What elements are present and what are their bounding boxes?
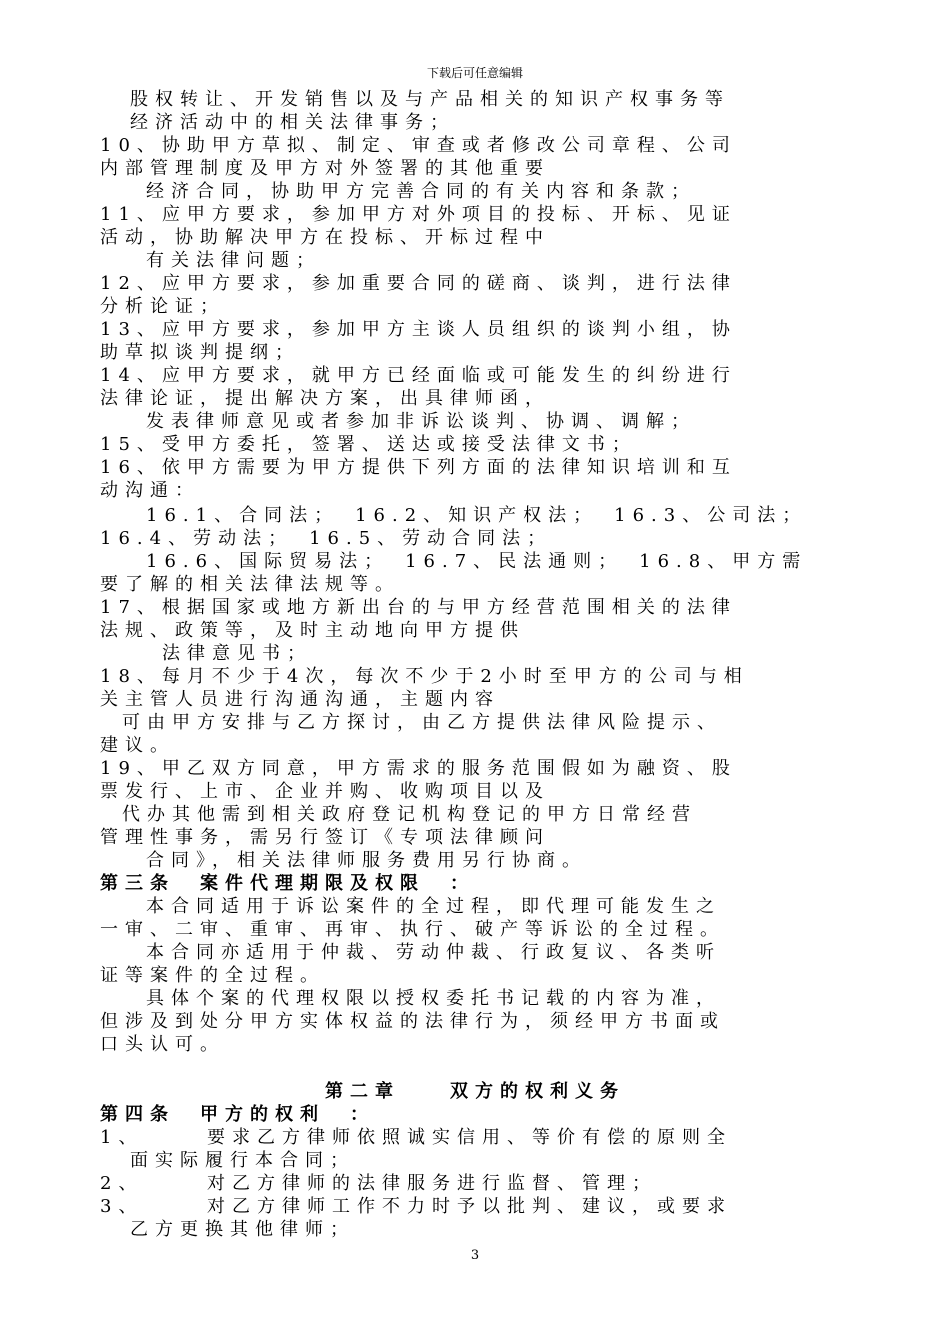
text-line: 证等案件的全过程。 (100, 965, 325, 986)
article-heading: 第三条 案件代理期限及权限 ： (100, 873, 475, 894)
text-line: 10、协助甲方草拟、制定、审查或者修改公司章程、公司 (100, 135, 737, 156)
page-number: 3 (470, 1248, 480, 1263)
list-text: 对乙方律师的法律服务进行监督、管理； (207, 1173, 657, 1194)
list-text: 要求乙方律师依照诚实信用、等价有偿的原则全 (207, 1127, 732, 1148)
text-line: 12、应甲方要求，参加重要合同的磋商、谈判，进行法律 (100, 273, 737, 294)
text-line: 助草拟谈判提纲； (100, 342, 300, 363)
text-line: 16、依甲方需要为甲方提供下列方面的法律知识培训和互 (100, 457, 737, 478)
text-line: 活动，协助解决甲方在投标、开标过程中 (100, 227, 550, 248)
text-line: 法律论证，提出解决方案，出具律师函， (100, 388, 550, 409)
text-line: 16.1、合同法； 16.2、知识产权法； 16.3、公司法； (146, 505, 808, 526)
chapter-heading: 第二章 双方的权利义务 (325, 1081, 625, 1102)
text-line: 发表律师意见或者参加非诉讼谈判、协调、调解； (146, 411, 696, 432)
text-line: 19、甲乙双方同意，甲方需求的服务范围假如为融资、股 (100, 758, 737, 779)
page-header: 下载后可任意编辑 (426, 66, 523, 80)
text-line: 可由甲方安排与乙方探讨，由乙方提供法律风险提示、 (122, 712, 722, 733)
text-line: 合同》，相关法律师服务费用另行协商。 (146, 850, 587, 871)
text-line: 本合同适用于诉讼案件的全过程，即代理可能发生之 (146, 896, 721, 917)
text-line: 16.6、国际贸易法； 16.7、民法通则； 16.8、甲方需 (146, 551, 808, 572)
text-line: 本合同亦适用于仲裁、劳动仲裁、行政复议、各类听 (146, 942, 721, 963)
list-number: 3、 (100, 1196, 144, 1217)
text-line: 经济活动中的相关法律事务； (130, 112, 455, 133)
text-line: 管理性事务，需另行签订《专项法律顾问 (100, 827, 550, 848)
text-line: 股权转让、开发销售以及与产品相关的知识产权事务等 (130, 89, 730, 110)
text-line: 一审、二审、重审、再审、执行、破产等诉讼的全过程。 (100, 919, 725, 940)
text-line: 18、每月不少于4次，每次不少于2小时至甲方的公司与相 (100, 666, 749, 687)
text-line: 分析论证； (100, 296, 225, 317)
text-line: 具体个案的代理权限以授权委托书记载的内容为准， (146, 988, 721, 1009)
article-heading: 第四条 甲方的权利 ： (100, 1104, 375, 1125)
text-line: 关主管人员进行沟通沟通，主题内容 (100, 689, 500, 710)
text-line: 内部管理制度及甲方对外签署的其他重要 (100, 158, 550, 179)
text-line: 经济合同，协助甲方完善合同的有关内容和条款； (146, 181, 696, 202)
text-line: 15、受甲方委托，签署、送达或接受法律文书； (100, 434, 637, 455)
text-line: 建议。 (100, 735, 175, 756)
text-line: 11、应甲方要求，参加甲方对外项目的投标、开标、见证 (100, 204, 737, 225)
text-line: 口头认可。 (100, 1034, 225, 1055)
text-line: 动沟通： (100, 480, 200, 501)
list-item (100, 1126, 860, 1149)
text-line: 面实际履行本合同； (130, 1150, 355, 1171)
text-line: 16.4、劳动法； 16.5、劳动合同法； (100, 528, 553, 549)
text-line: 14、应甲方要求，就甲方已经面临或可能发生的纠纷进行 (100, 365, 737, 386)
list-number: 2、 (100, 1173, 144, 1194)
text-line: 代办其他需到相关政府登记机构登记的甲方日常经营 (122, 804, 697, 825)
text-line: 法律意见书； (162, 643, 312, 664)
text-line: 13、应甲方要求，参加甲方主谈人员组织的谈判小组，协 (100, 319, 737, 340)
list-text: 对乙方律师工作不力时予以批判、建议，或要求 (207, 1196, 732, 1217)
text-line: 但涉及到处分甲方实体权益的法律行为，须经甲方书面或 (100, 1011, 725, 1032)
list-item (100, 1195, 860, 1218)
text-line: 要了解的相关法律法规等。 (100, 574, 400, 595)
text-line: 17、根据国家或地方新出台的与甲方经营范围相关的法律 (100, 597, 737, 618)
text-line: 乙方更换其他律师； (130, 1219, 355, 1240)
list-number: 1、 (100, 1127, 144, 1148)
text-line: 票发行、上市、企业并购、收购项目以及 (100, 781, 550, 802)
text-line: 法规、政策等，及时主动地向甲方提供 (100, 620, 525, 641)
text-line: 有关法律问题； (146, 250, 321, 271)
list-item (100, 1172, 860, 1195)
